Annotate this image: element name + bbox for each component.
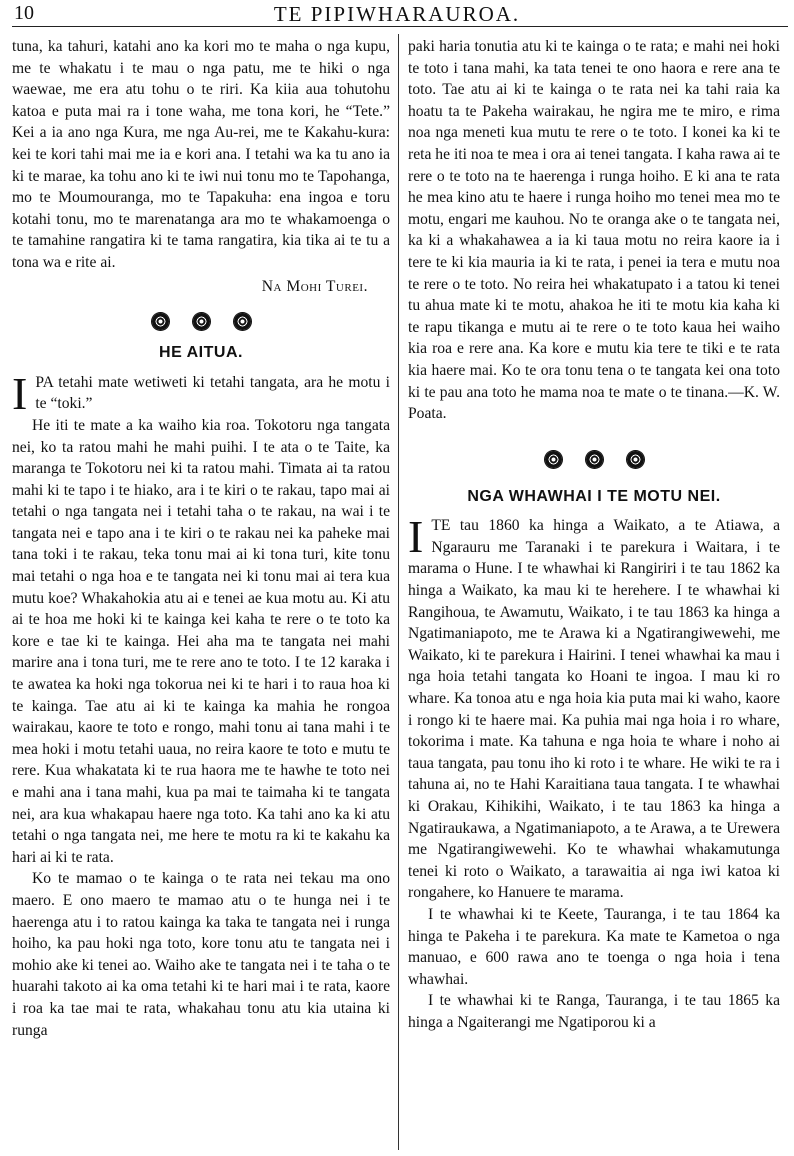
article-paragraph: I te whawhai ki te Keete, Tauranga, i te tau 1864 ka hinga te Pakeha i te parekura. Ka mate te Kametoa o nga manuao, e 600 rawa ano te toenga o nga hoia i tena whawhai.	[408, 905, 780, 988]
article-first-paragraph	[408, 511, 780, 904]
drop-cap: I	[12, 367, 28, 419]
flower-ornament-icon	[234, 313, 251, 330]
article-paragraph: Ko te mamao o te kainga o te rata nei tekau ma ono maero. E ono maero te mamao atu o te hunga nei i te haerenga atu i to ratou kainga ka taka te tangata nei i runga hoiho, ka pau hoki nga toto, kore tonu atu te tangata nei i mohio ake ki tenei ao. Waiho ake te tangata nei i te taha o te huarahi takoto ai ka oma tetahi ki te hari mai i te rata, kaore i roa ka tae mai te rata, whakahau tonu atu kia utaina ki runga	[12, 870, 390, 1039]
page-number: 10	[14, 2, 34, 24]
drop-cap: I	[408, 511, 424, 563]
intro-paragraph: tuna, ka tahuri, katahi ano ka kori mo te maha o nga kupu, me te whakatu i te mau o nga patu, me te hiki o nga waewae, me era atu tohu o te riri. Ka kiia aua tohutohu katoa e puta mai ra i tone waha, me tona kori, he “Tete.” Kei a ia ano nga Kura, me nga Au-rei, me te Kakahu-kura: kei te kori tahi mai me ia e kori ana. I tetahi wa ka tu ano ia ki te marae, ka tohu ano ki te iwi nui tonu mo te Tapohanga, mo te Moumouranga, mo te Tapakuha: ena ingoa e toru kotahi tonu, mo te marenatanga ara mo te whakamoenga o te tamahine rangatira ki te tama rangatira, kia tika ai te tu a tona wa e rite ai.	[12, 38, 390, 271]
article-heading: HE AITUA.	[159, 344, 243, 362]
article-paragraph: I te whawhai ki te Ranga, Tauranga, i te tau 1865 ka hinga a Ngaiterangi me Ngatiporou ki a	[408, 992, 780, 1031]
left-column	[12, 36, 390, 1041]
continued-paragraph: paki haria tonutia atu ki te kainga o te rata; e mahi nei hoki te toto i tana mahi, ka tata tenei te ono haora e rere ana te toto. Tae atu ai ki te kainga o te rata nei ka tahi raia ka hoatu ta te Pakeha wairakau, he ngira me te miro, e rima noa nga meneti kua mutu te rere o te toto. I konei ka ki te reta he iti noa te mea i ora ai tenei tangata. I kaha rawa ai te rere o te toto na te haerenga i runga hoiho. E ki ana te rata he mea kino atu te haere i runga hoiho mo tenei mea mo te motu, engari me kauhou. No te oranga ake o te tangata nei, ka ki a whakahawea a ia ki taua motu no reira kaore ia i tere te ki kia mauria ia ki te rata, i penei ia tera e mutu noa te rere o te toto. No reira hei whakatupato i a tatou ki tenei tu ahua mate ki te motu, ahakoa he iti te motu kia kaha ki te rapu tikanga e mutu ai te rere o te toto kaua hei waiho kia roa e rere ana. Ka kore e mutu kia tere te tiki e te rata kia haere mai. Ko te ora tonu tena o te tangata kei ona toto ki te pau ana toto he mama noa te mate o te tinana.—K. W. Poata.	[408, 38, 780, 423]
author-signature: Na Mohi Turei.	[261, 277, 368, 295]
column-divider	[398, 34, 399, 1150]
ornament-divider	[12, 313, 390, 330]
flower-ornament-icon	[586, 451, 603, 468]
page-header	[0, 0, 794, 32]
flower-ornament-icon	[193, 313, 210, 330]
right-column	[408, 36, 780, 1034]
flower-ornament-icon	[152, 313, 169, 330]
first-paragraph-text: TE tau 1860 ka hinga a Waikato, a te Atiawa, a Ngarauru me Taranaki i te parekura i Waitara, i te marama o Hune. I te whawhai ki Rangiriri i te tau 1862 ka hinga a Waikato, ka mau ki te herehere. I te whawhai ki Rangihoua, te Awamutu, Waikato, i te tau 1863 ka hinga a Ngatimaniapoto, me te Arawa ki a Ngatirangiwewehi, me Waikato, ki te parekura i Hairini. I tenei whawhai ka mau i nga hoia tetahi tangata ko Hoani te ingoa. I mau ki ro whare. Ka tonoa atu e nga hoia kia puta mai ki waho, kaore i rongo ki te haere mai. Ka puhia mai nga hoia i ro whare, tokorima i mate. Ka tahuna e nga hoia te whare i noho ai taua tangata, pau tonu iho ki roto i te whare. He wiki te ra i tahuna ai, no te Hahi Karaitiana taua tangata. I te whawhai ki Orakau, Kihikihi, Waikato, i te tau 1863 ka hinga a Ngatiraukawa, a Ngatimaniapoto, a te Arawa, a te Urewera me Ngatirangiwewehi. Ko te whawhai whakamutunga tenei ki roto o Waikato, a tarawaitia ai nga iwi katoa ki rongahere, ko Hanuere te marama.	[408, 517, 780, 902]
first-paragraph-text: PA tetahi mate wetiweti ki tetahi tangata, ara he motu i te “toki.”	[35, 373, 390, 413]
flower-ornament-icon	[627, 451, 644, 468]
journal-title: TE PIPIWHARAUROA.	[273, 2, 521, 26]
article-heading: NGA WHAWHAI I TE MOTU NEI.	[467, 487, 721, 505]
article-paragraph: He iti te mate a ka waiho kia roa. Tokotoru nga tangata nei, ko ta ratou mahi he mahi puihi. I te ata o te Taite, ka maranga te Tokotoru nei ki ta ratou mahi. Timata ai ta ratou mahi ki te tapo i te hiako, ara i te kiri o te rakau, tapo mai ai tetahi o nga tangata nei i tetahi taha o te rakau, na wai i te tangata nei e tapo ana i te kiri o te rakau nei ka paheke mai tana toki i te rakau, teka tonu mai ai ki tona turi, kite tonu mai tetahi o nga hoa e te tangata nei ki tonu mai ai tera kua mutu koe? Whakahokia atu ai e tenei ae kua motu au. Ki atu ai te hoa me hoki ki te kainga kei kaha te rere o te toto ka kore e tae ki te kainga. Hei aha ma te tangata nei mahi marire ana i tona turi, me te rere ano te toto. I te 12 karaka i te awatea ka hoki nga tokorua nei ki te hari i to raua hoa ki te kainga. Tae atu ai ki te kainga ka mahia he rongoa wairakau, kaore te toto e rongo, mahi tonu ai tana mahi i te mea hoki i motu tetahi uaua, no reira kaore te toto e mutu te rere. Kua whakatata ki te rua haora me te hawhe te toto nei e mahi ana i tana mahi, kua pa mai te taimaha ki te tangata nei, ara kua whakapau haere nga toto. Ka tahi ano ka ki atu tetahi o nga tangata nei, me here te motu ra ki te kakahu ka hari ai ki te rata.	[12, 416, 390, 866]
flower-ornament-icon	[545, 451, 562, 468]
ornament-divider	[408, 451, 780, 468]
article-first-paragraph	[12, 367, 390, 419]
header-rule	[12, 26, 788, 27]
